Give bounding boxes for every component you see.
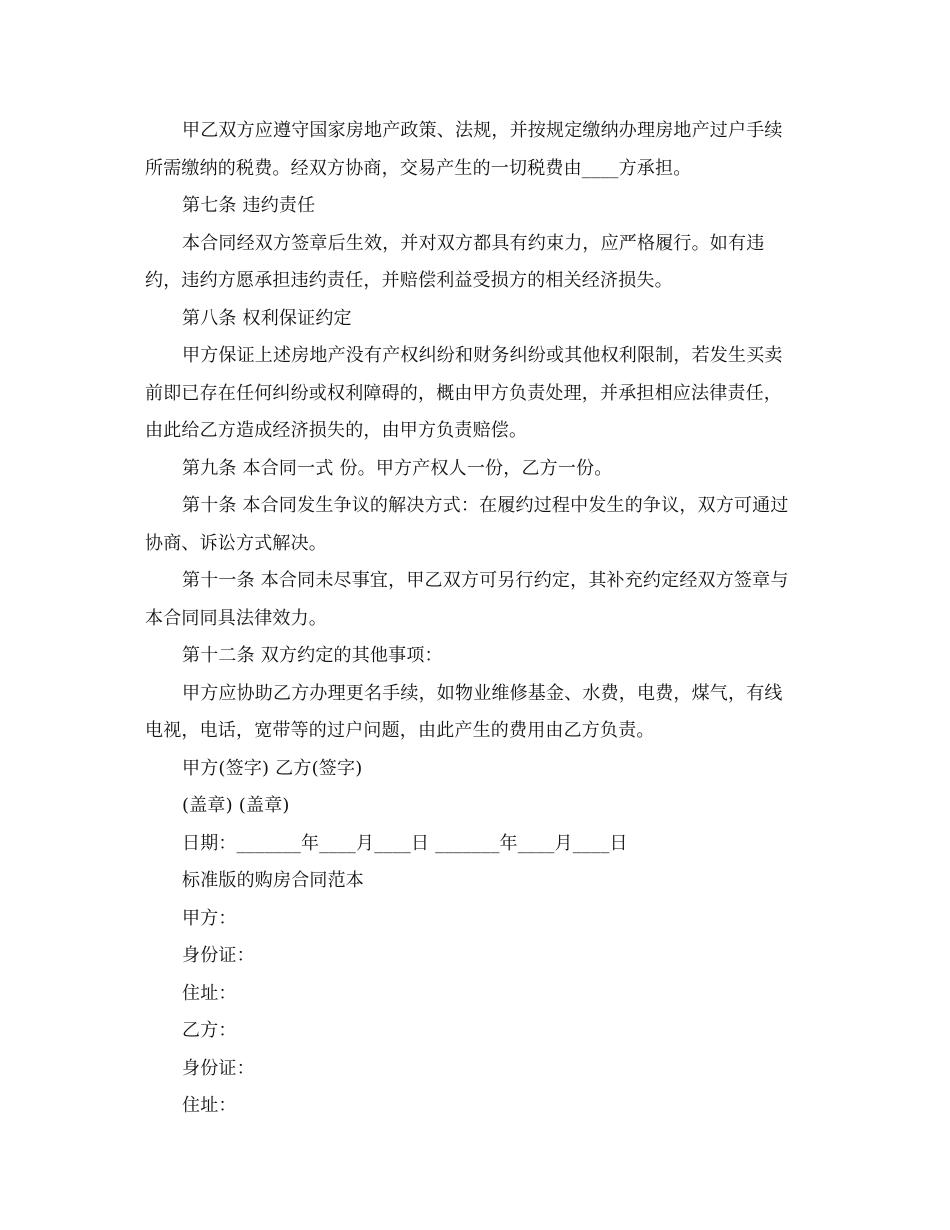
paragraph-line: 甲方应协助乙方办理更名手续，如物业维修基金、水费，电费，煤气，有线 (182, 682, 783, 704)
signature-line: 甲方(签字) 乙方(签字) (182, 757, 363, 779)
address-label: 住址： (182, 982, 237, 1004)
date-line: 日期：_______年____月____日 _______年____月____日 (182, 832, 628, 854)
paragraph-line: 由此给乙方造成经济损失的，由甲方负责赔偿。 (145, 420, 528, 441)
clause-9-line: 第九条 本合同一式 份。甲方产权人一份，乙方一份。 (182, 457, 613, 479)
id-card-label: 身份证： (182, 945, 255, 966)
party-b-label: 乙方： (182, 1020, 237, 1041)
paragraph-line: 电视，电话，宽带等的过户问题，由此产生的费用由乙方负责。 (145, 720, 655, 741)
id-card-label: 身份证： (182, 1057, 255, 1079)
paragraph-line: 协商、诉讼方式解决。 (145, 532, 327, 554)
paragraph-line: 前即已存在任何纠纷或权利障碍的，概由甲方负责处理，并承担相应法律责任， (145, 382, 782, 404)
paragraph-line: 本合同经双方签章后生效，并对双方都具有约束力，应严格履行。如有违 (182, 232, 765, 254)
paragraph-line: 所需缴纳的税费。经双方协商，交易产生的一切税费由____方承担。 (145, 157, 692, 179)
section-heading-7: 第七条 违约责任 (182, 195, 316, 216)
paragraph-line: 约，违约方愿承担违约责任，并赔偿利益受损方的相关经济损失。 (145, 270, 673, 291)
seal-line: (盖章) (盖章) (182, 795, 290, 816)
clause-11-line: 第十一条 本合同未尽事宜，甲乙双方可另行约定，其补充约定经双方签章与 (182, 570, 789, 591)
paragraph-line: 本合同同具法律效力。 (145, 607, 327, 629)
section-heading-8: 第八条 权利保证约定 (182, 307, 352, 329)
paragraph-line: 甲乙双方应遵守国家房地产政策、法规，并按规定缴纳办理房地产过户手续 (182, 120, 783, 141)
clause-10-line: 第十条 本合同发生争议的解决方式：在履约过程中发生的争议，双方可通过 (182, 495, 789, 516)
party-a-label: 甲方： (182, 907, 237, 929)
template-title: 标准版的购房合同范本 (182, 870, 364, 891)
paragraph-line: 甲方保证上述房地产没有产权纠纷和财务纠纷或其他权利限制，若发生买卖 (182, 345, 783, 366)
address-label: 住址： (182, 1095, 237, 1116)
clause-12-heading: 第十二条 双方约定的其他事项： (182, 645, 443, 666)
